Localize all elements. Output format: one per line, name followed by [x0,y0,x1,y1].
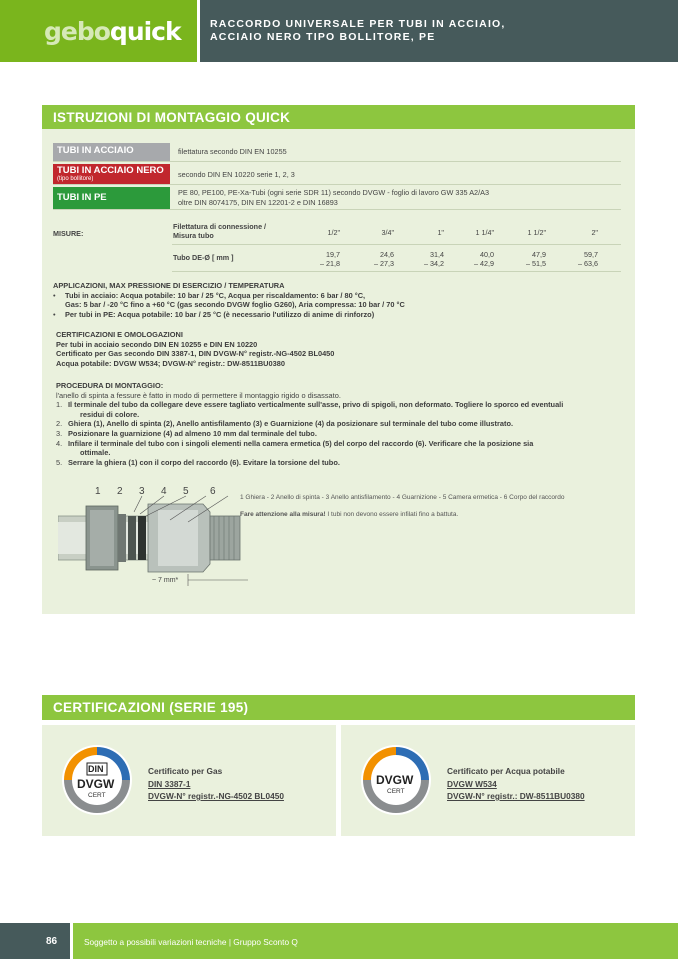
spec-label-acciaio: TUBI IN ACCIAIO [53,143,170,161]
spec-label-acciaio-nero-sub: (tipo bollitore) [57,176,94,182]
certificazioni-line: Certificato per Gas secondo DIN 3387-1, DIN DVGW-N° registr.-NG-4502 BL0450 [56,349,335,359]
spec-label-acciaio-nero [53,164,170,184]
min-cell: 19,7 [326,250,340,259]
cert-title: Certificato per Gas [148,766,223,776]
page-footer [0,923,678,959]
cert-line: DVGW W534 [447,778,497,789]
cert-text-gas [148,765,284,803]
size-cell: 3/4" [381,228,394,237]
min-cell: 24,6 [380,250,394,259]
procedura-intro: l'anello di spinta a fessure è fatto in modo di permettere il montaggio rigido o disassato. [56,390,341,400]
diagram-note-text: I tubi non devono essere infilati fino a battuta. [325,511,459,518]
logo-part-quick: quick [109,16,181,46]
misure-label: MISURE: [53,229,84,238]
logo-part-gebo: gebo [44,16,110,46]
spec-row-pe [53,186,621,210]
section-title-istruzioni: ISTRUZIONI DI MONTAGGIO QUICK [42,105,635,130]
spec-row-acciaio-nero [53,163,621,185]
certificazioni-title: CERTIFICAZIONI E OMOLOGAZIONI [56,330,183,339]
step-text: Infilare il terminale del tubo con i singoli elementi nella camera ermetica (5) del corpo del raccordo (6). Verificare che la posizione sia [68,438,534,448]
applicazioni-block [53,281,623,319]
spec-value-acciaio: filettatura secondo DIN EN 10255 [178,147,287,156]
misure-header [173,222,266,240]
min-cell: 31,4 [430,250,444,259]
spec-label-acciaio-nero-text: TUBI IN ACCIAIO NERO [57,165,164,176]
size-cell: 1 1/2" [527,228,546,237]
spec-label-pe: TUBI IN PE [53,187,170,209]
applicazioni-item-line1: Tubi in acciaio: Acqua potabile: 10 bar / 25 °C, Acqua per riscaldamento: 6 bar / 80 °C, [65,290,366,300]
size-cell: 1" [437,228,444,237]
badge-cert-text: CERT [387,788,405,795]
min-cell: 47,9 [532,250,546,259]
step-text: Il terminale del tubo da collegare deve essere tagliato verticalmente sull'asse, privo di spigoli, non deformato. Togliere lo sporco ed eventuali [68,400,564,410]
step-text: Posizionare la guarnizione (4) ad almeno 10 mm dal terminale del tubo. [68,428,317,438]
cert-line: DIN 3387-1 [148,778,191,789]
diagram-number: 3 [139,486,145,497]
max-cell: – 27,3 [374,259,394,268]
cert-card-gas [42,725,336,836]
size-cell: 2" [591,228,598,237]
page-title-line1: RACCORDO UNIVERSALE PER TUBI IN ACCIAIO, [210,18,506,30]
applicazioni-item-line1: Per tubi in PE: Acqua potabile: 10 bar / 25 °C (è necessario l'utilizzo di anime di rinforzo) [65,309,375,319]
logo-text [44,17,181,46]
diagram-number: 4 [161,486,167,497]
brand-logo [0,0,197,62]
spec-value-acciaio-nero: secondo DIN EN 10220 serie 1, 2, 3 [178,170,295,179]
page-number: 86 [0,923,70,959]
instructions-panel [42,129,635,614]
diagram-dimension: ~ 7 mm* [152,577,179,584]
dvgw-badge-icon [359,743,433,817]
cert-line: DVGW-N° registr.-NG-4502 BL0450 [148,791,284,801]
badge-dvgw-text: DVGW [376,773,414,787]
certificazioni-block [56,330,626,368]
section-title-certificazioni: CERTIFICAZIONI (SERIE 195) [42,695,635,720]
spec-row-acciaio [53,142,621,162]
procedura-step [56,419,626,429]
badge-din-text: DIN [88,764,104,774]
size-cell: 1/2" [327,228,340,237]
diagram-number: 5 [183,486,189,497]
spec-value-pe-line1: PE 80, PE100, PE-Xa-Tubi (ogni serie SDR 11) secondo DVGW - foglio di lavoro GW 335 A2/A3 [178,188,490,197]
procedura-step [56,438,626,458]
step-number: 1. [56,400,63,410]
size-cell: 1 1/4" [475,228,494,237]
max-cell: – 21,8 [320,259,340,268]
applicazioni-item-line2: Gas: 5 bar / -20 °C fino a +60 °C (gas secondo DVGW foglio G260), Aria compressa: 10 bar / 70 °C [65,300,405,310]
applicazioni-title: APPLICAZIONI, MAX PRESSIONE DI ESERCIZIO / TEMPERATURA [53,281,285,290]
max-cell: – 51,5 [526,259,546,268]
procedura-step [56,457,626,468]
step-number: 5. [56,457,63,467]
misure-header-line1: Filettatura di connessione / [173,222,267,231]
diagram-legend: 1 Ghiera - 2 Anello di spinta - 3 Anello antisfilamento - 4 Guarnizione - 5 Camera ermetica - 6 Corpo del raccordo [240,494,565,501]
procedura-step [56,400,626,419]
procedura-block [56,381,626,467]
footer-text: Soggetto a possibili variazioni tecniche | Gruppo Sconto Q [73,923,678,959]
step-text-cont: residui di colore. [80,409,140,419]
diagram-number: 6 [210,486,216,497]
diagram-number: 2 [117,486,123,497]
step-text: Serrare la ghiera (1) con il corpo del raccordo (6). Evitare la torsione del tubo. [68,457,340,467]
page-title [200,0,678,62]
cert-card-water [341,725,635,836]
spec-value-pe [178,188,489,207]
step-text-cont: ottimale. [80,448,111,458]
diagram-number: 1 [95,486,101,497]
max-cell: – 34,2 [424,259,444,268]
procedura-title: PROCEDURA DI MONTAGGIO: [56,381,164,390]
misure-tubo-label: Tubo DE-Ø [ mm ] [173,253,234,262]
applicazioni-item: • Tubi in acciaio: Acqua potabile: 10 bar / 25 °C, Acqua per riscaldamento: 6 bar / 80 °C, Gas: 5 bar / -20 °C fino a +60 °C (gas secondo DVGW foglio G260), Aria compressa: 10 bar / 70 °C [53,290,405,310]
min-cell: 59,7 [584,250,598,259]
diagram-note [240,511,620,518]
step-number: 3. [56,428,63,438]
badge-dvgw-text: DVGW [77,777,115,791]
applicazioni-item: • Per tubi in PE: Acqua potabile: 10 bar / 25 °C (è necessario l'utilizzo di anime di rinforzo) [53,309,375,319]
dvgw-din-badge-icon [60,743,134,817]
max-cell: – 63,6 [578,259,598,268]
misure-header-line2: Misura tubo [173,231,214,240]
cert-title: Certificato per Acqua potabile [447,766,565,776]
procedura-step [56,428,626,439]
certificazioni-line: Acqua potabile: DVGW W534; DVGW-N° registr.: DW-8511BU0380 [56,358,285,368]
certificazioni-line: Per tubi in acciaio secondo DIN EN 10255 e DIN EN 10220 [56,339,258,349]
step-number: 2. [56,419,63,429]
badge-cert-text: CERT [88,792,106,799]
diagram-note-bold: Fare attenzione alla misura! [240,511,326,518]
step-number: 4. [56,438,63,448]
cert-line: DVGW-N° registr.: DW-8511BU0380 [447,791,585,801]
page-header [0,0,678,62]
max-cell: – 42,9 [474,259,494,268]
page-title-line2: ACCIAIO NERO TIPO BOLLITORE, PE [210,31,436,43]
min-cell: 40,0 [480,250,494,259]
step-text: Ghiera (1), Anello di spinta (2), Anello antisfilamento (3) e Guarnizione (4) da posizionare sul terminale del tubo come illustrato. [68,419,514,429]
cert-text-water [447,765,585,803]
spec-value-pe-line2: oltre DIN 8074175, DIN EN 12201-2 e DIN 16893 [178,197,338,207]
